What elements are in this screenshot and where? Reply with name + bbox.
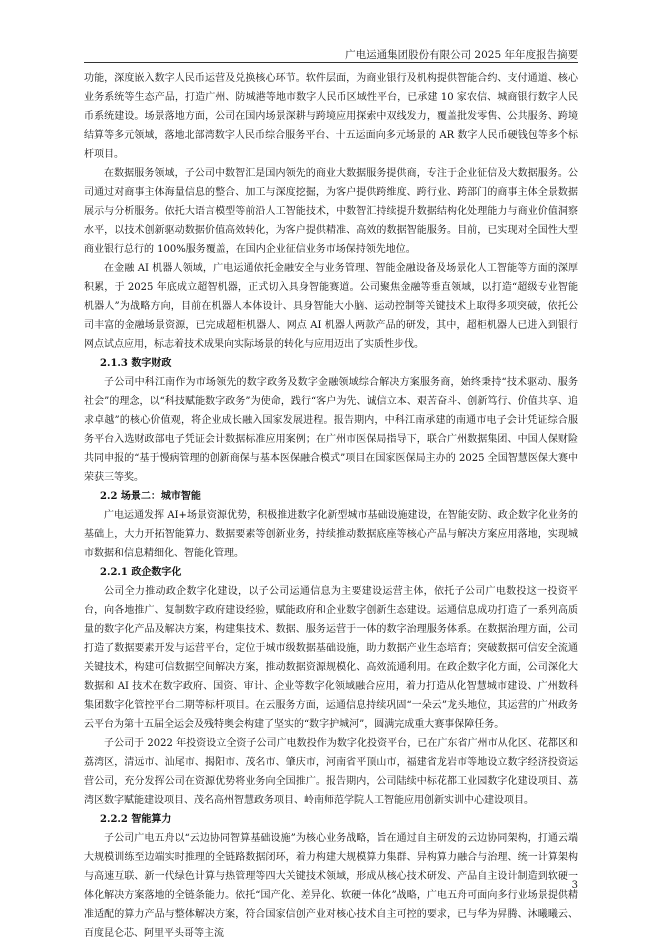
page-number: 3: [571, 880, 578, 891]
paragraph-digital-finance: 子公司中科江南作为市场领先的数字政务及数字金融领域综合解决方案服务商，始终秉持“技术驱动、服务社会”的理念，以“科技赋能数字政务”为使命，践行“客户为先、诚信立本、艰苦奋斗、创新笃行、价值共享、追求卓越”的核心价值观，将企业成长融入国家发展进程。报告期内，中科江南承建的南通市电子会计凭证综合服务平台入选财政部电子凭证会计数据标准应用案例；在广州市医保局指导下，联合广州数据集团、中国人保财险共同申报的“基于慢病管理的创新商保与基本医保融合模式”项目在国家医保局主办的 2025 全国智慧医保大赛中荣获三等奖。: [84, 377, 578, 483]
section-heading-2-2-1: 2.2.1 政企数字化: [100, 567, 182, 578]
section-heading-2-1-3: 2.1.3 数字财政: [100, 358, 172, 369]
paragraph-continued: 功能，深度嵌入数字人民币运营及兑换核心环节。软件层面，为商业银行及机构提供智能合约、支付通道、核心业务系统等生态产品，打造广州、防城港等地市数字人民币区域性平台，已承建 10 家农信、城商银行数字人民币系统建设。场景落地方面，公司在国内场景深耕与跨境应用探索中双线发力，覆盖批发零售、公共服务、跨境结算等多元领域，落地北部湾数字人民币综合服务平台、十五运面向多元场景的 AR 数字人民币硬钱包等多个标杆项目。: [84, 73, 578, 160]
section-heading-2-2: 2.2 场景二：城市智能: [100, 491, 201, 502]
paragraph-data-services: 在数据服务领域，子公司中数智汇是国内领先的商业大数据服务提供商，专注于企业征信及大数据服务。公司通过对商事主体海量信息的整合、加工与深度挖掘，为客户提供跨维度、跨行业、跨部门的商事主体全景数据展示与分析服务。依托大语言模型等前沿人工智能技术，中数智汇持续提升数据结构化处理能力与商业价值洞察水平，以技术创新驱动数据价值高效转化，为客户提供精准、高效的数据智能服务。目前，已实现对全国性大型商业银行总行的 100%服务覆盖，在国内企业征信业务市场保持领先地位。: [84, 168, 578, 255]
paragraph-intelligent-computing: 子公司广电五舟以“云边协同智算基础设施”为核心业务战略，旨在通过自主研发的云边协同架构，打通云端大规模训练至边端实时推理的全链路数据闭环，着力构建大规模算力集群、异构算力融合与治理、统一计算架构与高速互联、新一代绿色计算与热管理等四大关键技术领域，形成从核心技术研发、产品自主设计制造到软硬一体化解决方案落地的全链条能力。依托“国产化、差异化、软硬一体化”战略，广电五舟可面向多行业场景提供精准适配的算力产品与整体解决方案，符合国家信创产业对核心技术自主可控的要求，已与华为昇腾、沐曦曦云、百度昆仑芯、阿里平头哥等主流: [84, 833, 578, 939]
paragraph-digital-investment: 子公司于 2022 年投资设立全资子公司广电数投作为数字化投资平台，已在广东省广州市从化区、花都区和荔湾区，清远市、汕尾市、揭阳市、茂名市、肇庆市，河南省平顶山市，福建省龙岩市等地设立数字经济投资运营公司，充分发挥公司在资源优势将业务向全国推广。报告期内，公司陆续中标花都工业园数字化建设项目、荔湾区数字赋能建设项目、茂名高州智慧政务项目、岭南师范学院人工智能应用创新实训中心建设项目。: [84, 738, 578, 806]
running-header: 广电运通集团股份有限公司 2025 年年度报告摘要: [345, 49, 578, 61]
paragraph-financial-ai-robot: 在金融 AI 机器人领域，广电运通依托金融安全与业务管理、智能金融设备及场景化人工智能等方面的深厚积累，于 2025 年底成立超智机器，正式切入具身智能赛道。公司聚焦金融等垂直领域，以打造“超级专业智能机器人”为战略方向，目前在机器人本体设计、具身智能大小脑、运动控制等关键技术上取得多项突破，依托公司丰富的金融场景资源，已完成超柜机器人、网点 AI 机器人两款产品的研发，其中，超柜机器人已进入到银行网点试点应用，标志着技术成果向实际场景的转化与应用迈出了实质性步伐。: [84, 263, 578, 350]
paragraph-city-intelligence: 广电运通发挥 AI+场景资源优势，积极推进数字化新型城市基础设施建设，在智能安防、政企数字化业务的基础上，大力开拓智能算力、数据要素等创新业务，持续推动数据底座等核心产品与解决方案应用落地，实现城市数据和信息精细化、智能化管理。: [84, 510, 578, 559]
main-content: [84, 69, 578, 943]
header-divider: [84, 62, 578, 63]
section-heading-2-2-2: 2.2.2 智能算力: [100, 814, 172, 825]
paragraph-gov-enterprise-digital: 公司全力推动政企数字化建设，以子公司运通信息为主要建设运营主体，依托子公司广电数投这一投资平台，向各地推广、复制数字政府建设经验，赋能政府和企业数字创新生态建设。运通信息成功打造了一系列高质量的数字化产品及解决方案，构建集技术、数据、服务运营于一体的数字治理服务体系。在数据治理方面，公司打造了数据要素开发与运营平台，定位于城市级数据基础设施，助力数据产业生态培育；突破数据可信安全流通关键技术，构建可信数据空间解决方案，推动数据资源规模化、高效流通利用。在政企数字化方面，公司深化大数据和 AI 技术在数字政府、国资、审计、企业等数字化领域融合应用，着力打造从化智慧城市建设、广州数科集团数字化管控平台二期等标杆项目。在云服务方面，运通信息持续巩固“一朵云”龙头地位，其运营的广州政务云平台为第十五届全运会及残特奥会构建了坚实的“数字护城河”，圆满完成重大赛事保障任务。: [84, 586, 578, 730]
